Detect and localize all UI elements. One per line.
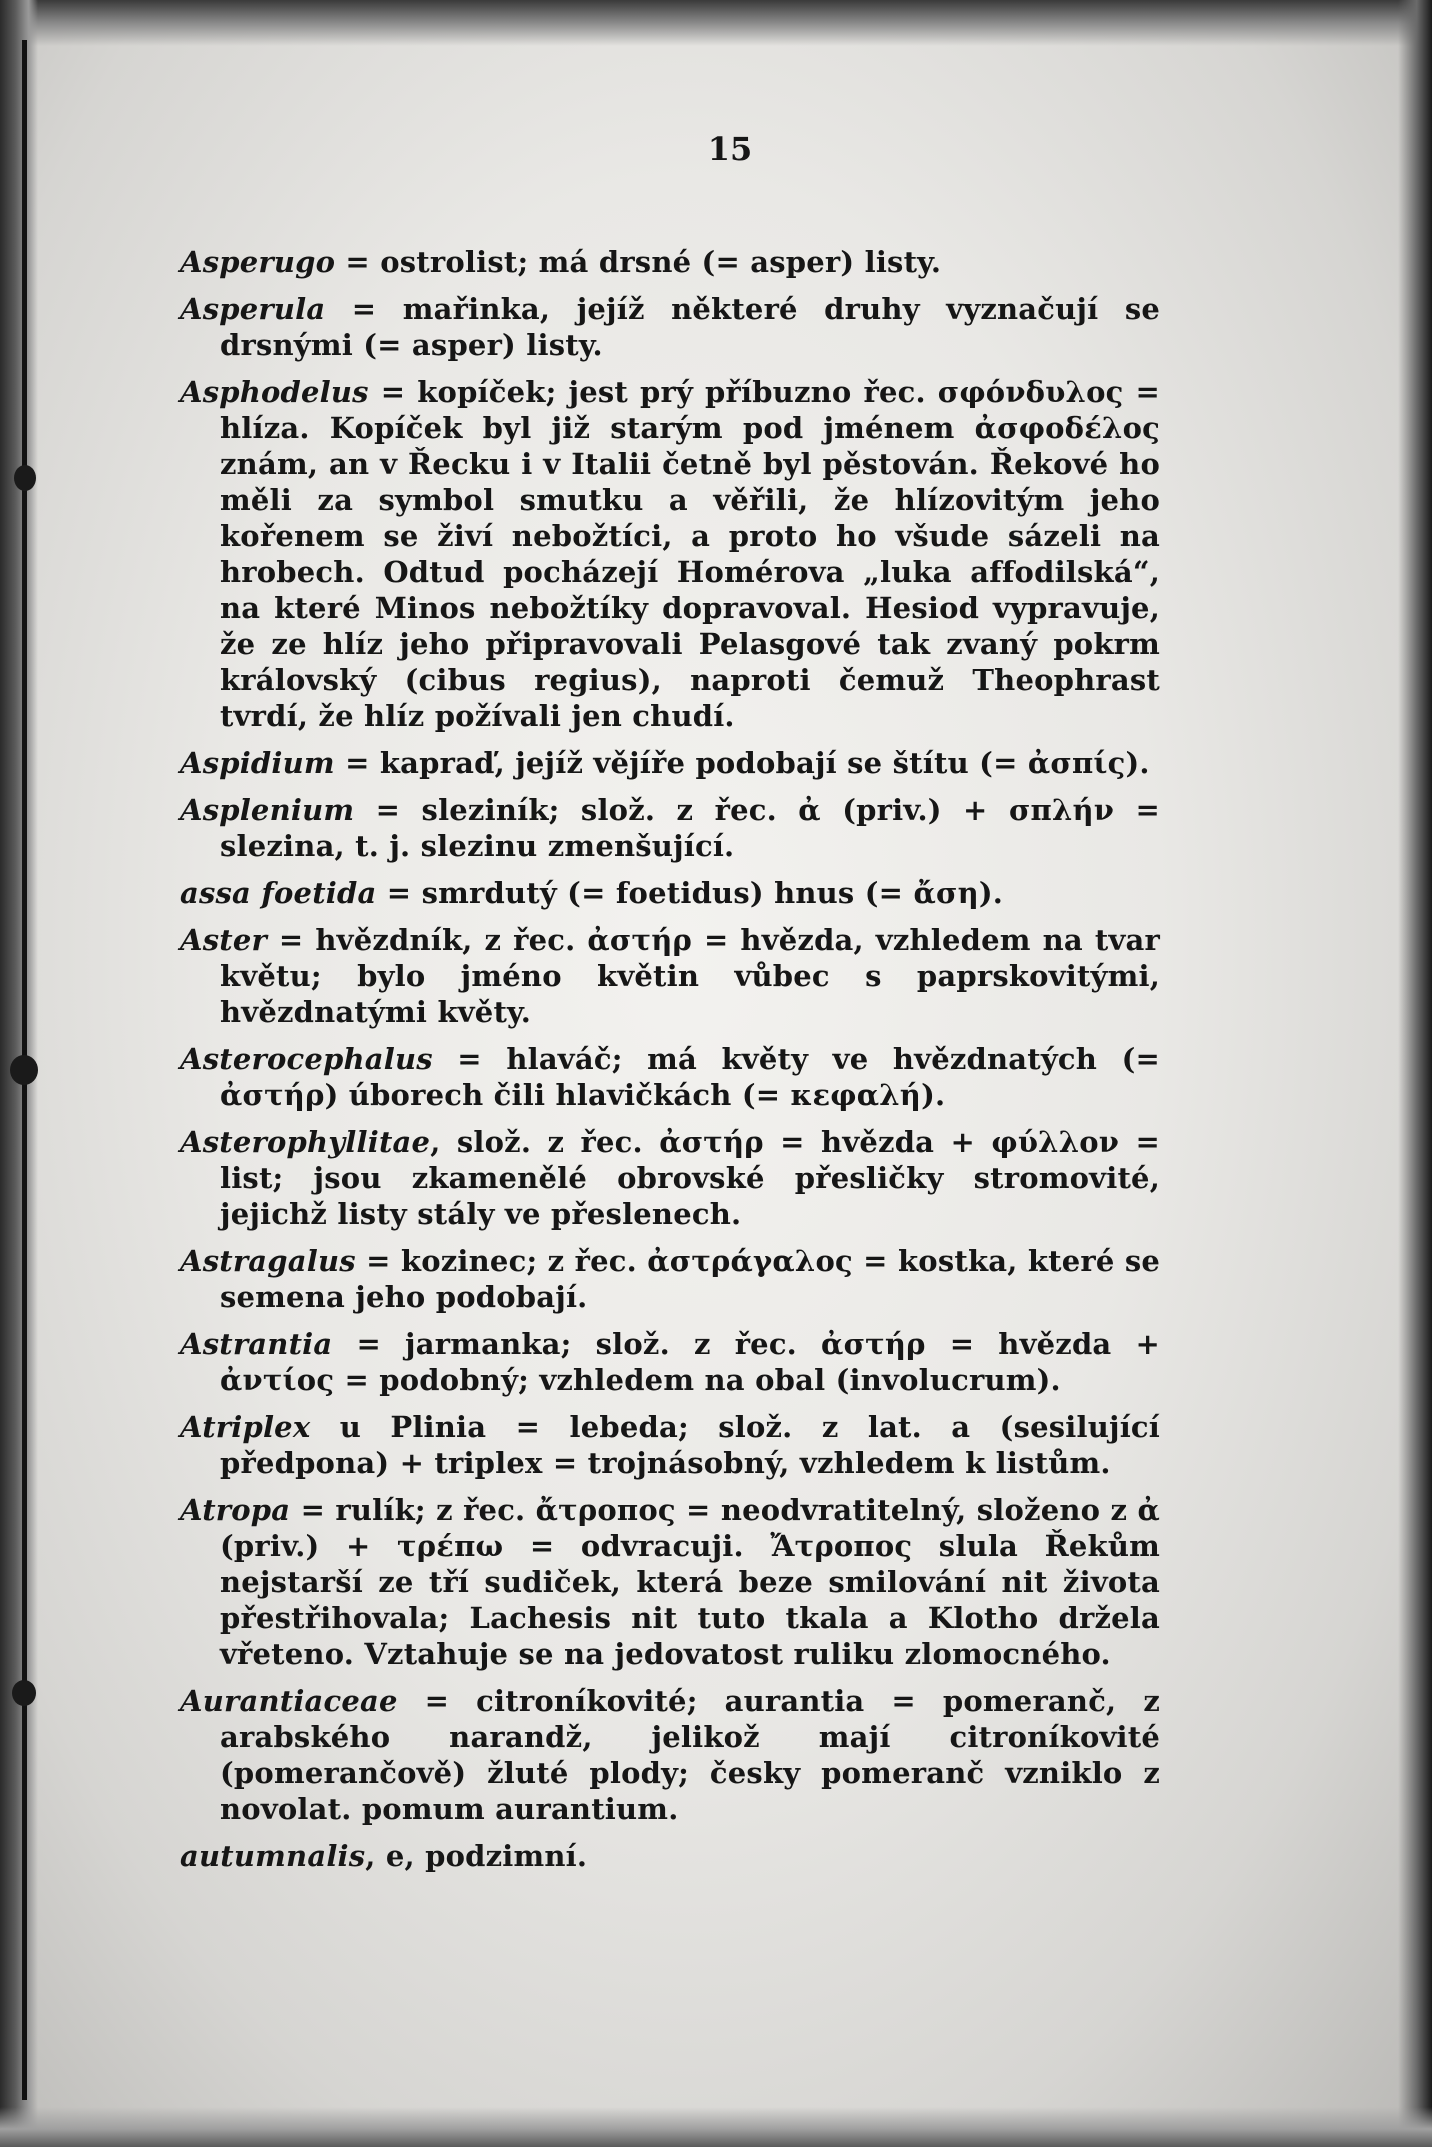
entry-definition: = kozinec; z řec. ἀστράγαλος = kostka, které se semena jeho podobají. (220, 1244, 1160, 1314)
entry-headword: Aspidium (180, 746, 335, 780)
glossary-entry (180, 875, 1160, 911)
glossary-entry (180, 1409, 1160, 1481)
entry-definition: = smrdutý (= foetidus) hnus (= ἄση). (376, 876, 1004, 910)
entry-definition: = sleziník; slož. z řec. ἀ (priv.) + σπλήν = slezina, t. j. slezinu zmenšující. (220, 793, 1160, 863)
entry-headword: assa foetida (180, 876, 377, 910)
entry-headword: Asperugo (180, 245, 336, 279)
entry-headword: Asperula (180, 292, 326, 326)
entry-definition: = hvězdník, z řec. ἀστήρ = hvězda, vzhledem na tvar květu; bylo jméno květin vůbec s paprskovitými, hvězdnatými květy. (220, 923, 1160, 1029)
page-number: 15 (707, 130, 753, 168)
glossary-entry (180, 1838, 1160, 1874)
glossary-entries (180, 244, 1160, 1874)
entry-definition: u Plinia = lebeda; slož. z lat. a (sesilující předpona) + triplex = trojnásobný, vzhledem k listům. (220, 1410, 1160, 1480)
entry-headword: Astrantia (180, 1327, 333, 1361)
entry-headword: Asterophyllitae (180, 1125, 431, 1159)
glossary-entry (180, 1041, 1160, 1113)
ink-blot (14, 465, 36, 491)
glossary-entry (180, 745, 1160, 781)
entry-headword: Astragalus (180, 1244, 356, 1278)
entry-headword: Aurantiaceae (180, 1684, 398, 1718)
entry-headword: Asplenium (180, 793, 355, 827)
entry-definition: = citroníkovité; aurantia = pomeranč, z arabského narandž, jelikož mají citroníkovité (pomerančově) žluté plody; česky pomeranč vzniklo z novolat. pomum aurantium. (220, 1684, 1160, 1826)
glossary-entry (180, 922, 1160, 1030)
entry-headword: Aster (180, 923, 267, 957)
entry-definition: = rulík; z řec. ἄτροπος = neodvratitelný, složeno z ἀ (priv.) + τρέπω = odvracuji. Ἄτροπος slula Řekům nejstarší ze tří sudiček, která beze smilování nit života přestřihovala; Lachesis nit tuto tkala a Klotho držela vřeteno. Vztahuje se na jedovatost ruliku zlomocného. (220, 1493, 1160, 1671)
entry-definition: = hlaváč; má květy ve hvězdnatých (= ἀστήρ) úborech čili hlavičkách (= κεφαλή). (220, 1042, 1160, 1112)
entry-definition: = mařinka, jejíž některé druhy vyznačují se drsnými (= asper) listy. (220, 292, 1160, 362)
entry-definition: = kopíček; jest prý příbuzno řec. σφόνδυλος = hlíza. Kopíček byl již starým pod jménem ἀσφοδέλος znám, an v Řecku i v Italii četně byl pěstován. Řekové ho měli za symbol smutku a věřili, že hlízovitým jeho kořenem se živí nebožtíci, a proto ho všude sázeli na hrobech. Odtud pocházejí Homérova „luka affodilská“, na které Minos nebožtíky dopravoval. Hesiod vypravuje, že ze hlíz jeho připravovali Pelasgové tak zvaný pokrm královský (cibus regius), naproti čemuž Theophrast tvrdí, že hlíz požívali jen chudí. (220, 375, 1160, 733)
glossary-entry (180, 1124, 1160, 1232)
scan-edge-right (1398, 0, 1432, 2147)
glossary-entry (180, 374, 1160, 734)
glossary-entry (180, 792, 1160, 864)
glossary-entry (180, 244, 1160, 280)
page-content (180, 130, 1160, 1885)
glossary-entry (180, 1492, 1160, 1672)
entry-headword: Asterocephalus (180, 1042, 433, 1076)
entry-headword: Atropa (180, 1493, 291, 1527)
entry-definition: , e, podzimní. (365, 1839, 588, 1873)
glossary-entry (180, 291, 1160, 363)
entry-headword: Asphodelus (180, 375, 369, 409)
entry-headword: autumnalis (180, 1839, 366, 1873)
entry-definition: = kapraď, jejíž vějíře podobají se štítu (= ἀσπίς). (334, 746, 1150, 780)
entry-definition: , slož. z řec. ἀστήρ = hvězda + φύλλον = list; jsou zkamenělé obrovské přesličky stromovité, jejichž listy stály ve přeslenech. (220, 1125, 1160, 1231)
ink-blot (12, 1680, 36, 1706)
entry-headword: Atriplex (180, 1410, 311, 1444)
ink-blot (10, 1055, 38, 1085)
entry-definition: = ostrolist; má drsné (= asper) listy. (335, 245, 942, 279)
scan-edge-bottom (0, 2107, 1432, 2147)
glossary-entry (180, 1326, 1160, 1398)
scan-edge-top (0, 0, 1432, 46)
entry-definition: = jarmanka; slož. z řec. ἀστήρ = hvězda + ἀντίος = podobný; vzhledem na obal (involucrum). (220, 1327, 1160, 1397)
glossary-entry (180, 1243, 1160, 1315)
glossary-entry (180, 1683, 1160, 1827)
